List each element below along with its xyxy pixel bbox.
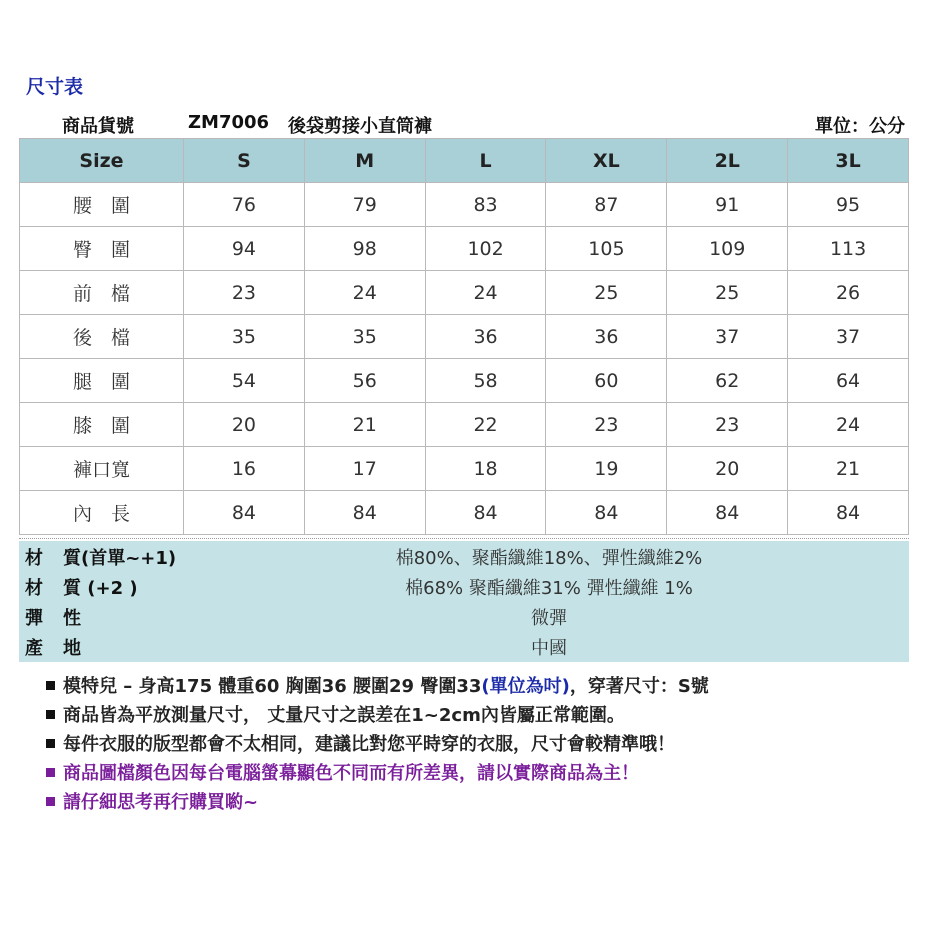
table-cell: 58 [425,359,546,403]
elasticity-row [19,601,909,631]
table-cell: 105 [546,227,667,271]
table-cell: 60 [546,359,667,403]
table-cell: 94 [184,227,305,271]
table-cell: 113 [788,227,909,271]
table-cell: 56 [304,359,425,403]
table-cell: 35 [304,315,425,359]
header-cell: XL [546,139,667,183]
table-cell: 54 [184,359,305,403]
table-cell: 24 [425,271,546,315]
material-key: 材 [25,578,43,599]
table-cell: 109 [667,227,788,271]
table-cell: 18 [425,447,546,491]
table-cell: 102 [425,227,546,271]
product-code-label: 商品貨號 [62,116,134,137]
table-cell: 21 [788,447,909,491]
table-cell: 25 [546,271,667,315]
bullet-square-icon [46,681,55,690]
size-table [19,138,909,535]
table-cell: 98 [304,227,425,271]
table-cell: 20 [667,447,788,491]
table-cell: 23 [667,403,788,447]
table-cell: 37 [667,315,788,359]
material-value: 棉80%、聚酯纖維18%、彈性纖維2% [395,548,703,569]
origin-value: 中國 [531,638,567,659]
table-cell: 64 [788,359,909,403]
note-item [46,788,709,817]
table-cell: 84 [546,491,667,535]
table-cell: 84 [788,491,909,535]
row-label: 腿 圍 [20,359,184,403]
size-header-row [20,139,909,183]
table-cell: 95 [788,183,909,227]
elasticity-key-2: 性 [63,608,81,629]
header-cell: S [184,139,305,183]
table-cell: 35 [184,315,305,359]
page-title: 尺寸表 [26,76,84,98]
product-code: ZM7006 [188,112,270,133]
note-text: 請仔細思考再行購買喲~ [63,792,259,813]
material-row [19,571,909,601]
row-label: 前 檔 [20,271,184,315]
row-label: 膝 圍 [20,403,184,447]
elasticity-value: 微彈 [531,608,567,629]
row-label: 褲口寬 [20,447,184,491]
material-info-panel [19,541,909,662]
table-cell: 83 [425,183,546,227]
material-key-2: 質(首單~+1) [63,548,177,569]
bullet-square-icon [46,768,55,777]
product-name: 後袋剪接小直筒褲 [288,116,432,137]
origin-key: 產 [25,638,43,659]
row-label: 腰 圍 [20,183,184,227]
table-cell: 62 [667,359,788,403]
table-row [20,403,909,447]
table-cell: 84 [184,491,305,535]
table-row [20,227,909,271]
header-cell: L [425,139,546,183]
material-key: 材 [25,548,43,569]
note-text: 商品皆為平放測量尺寸， 丈量尺寸之誤差在1~2cm內皆屬正常範圍。 [63,705,625,726]
table-cell: 26 [788,271,909,315]
table-cell: 19 [546,447,667,491]
note-text: 每件衣服的版型都會不太相同，建議比對您平時穿的衣服，尺寸會較精準哦！ [63,734,675,755]
table-cell: 79 [304,183,425,227]
table-cell: 84 [667,491,788,535]
unit-note: (單位為吋) [481,676,570,697]
note-item [46,701,709,730]
material-value: 棉68% 聚酯纖維31% 彈性纖維 1% [405,578,693,599]
table-row [20,183,909,227]
material-row [19,541,909,571]
table-cell: 21 [304,403,425,447]
table-cell: 23 [546,403,667,447]
elasticity-key: 彈 [25,608,43,629]
bullet-square-icon [46,797,55,806]
table-cell: 20 [184,403,305,447]
header-cell: Size [20,139,184,183]
bullet-square-icon [46,710,55,719]
note-item [46,759,709,788]
table-cell: 87 [546,183,667,227]
unit-label: 單位：公分 [815,116,905,137]
fit-size: ，穿著尺寸：S號 [569,676,709,697]
table-row [20,447,909,491]
notes-list [46,672,709,817]
table-cell: 25 [667,271,788,315]
note-item [46,730,709,759]
table-cell: 36 [546,315,667,359]
table-cell: 22 [425,403,546,447]
origin-row [19,631,909,661]
header-cell: 3L [788,139,909,183]
table-cell: 76 [184,183,305,227]
table-row [20,491,909,535]
material-key-2: 質 (+2 ) [63,578,138,599]
note-text: 商品圖檔顏色因每台電腦螢幕顯色不同而有所差異，請以實際商品為主！ [63,763,639,784]
table-cell: 36 [425,315,546,359]
table-cell: 84 [304,491,425,535]
dotted-divider [19,538,909,539]
table-cell: 91 [667,183,788,227]
table-cell: 84 [425,491,546,535]
table-row [20,359,909,403]
origin-key-2: 地 [63,638,81,659]
bullet-square-icon [46,739,55,748]
header-cell: 2L [667,139,788,183]
row-label: 臀 圍 [20,227,184,271]
note-item [46,672,709,701]
model-info: 模特兒 – 身高175 體重60 胸圍36 腰圍29 臀圍33 [63,676,482,697]
table-cell: 37 [788,315,909,359]
table-cell: 17 [304,447,425,491]
row-label: 內 長 [20,491,184,535]
table-cell: 23 [184,271,305,315]
table-cell: 24 [304,271,425,315]
table-row [20,271,909,315]
row-label: 後 檔 [20,315,184,359]
table-cell: 24 [788,403,909,447]
table-cell: 16 [184,447,305,491]
table-row [20,315,909,359]
header-cell: M [304,139,425,183]
